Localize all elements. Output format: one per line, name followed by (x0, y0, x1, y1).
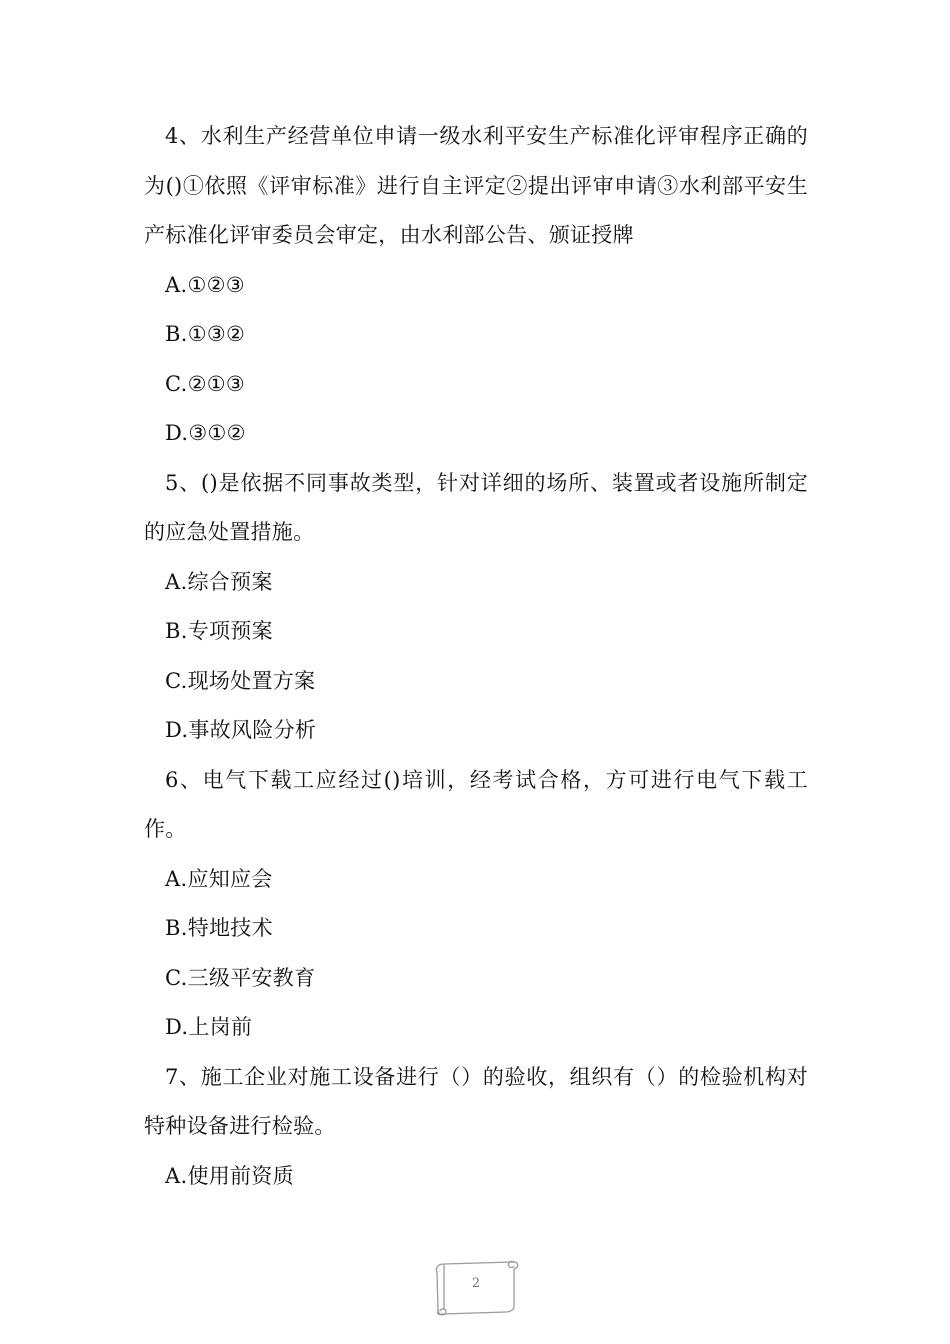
answer-option: A.综合预案 (165, 569, 273, 594)
question-stem: 7、施工企业对施工设备进行（）的验收，组织有（）的检验机构对特种设备进行检验。 (144, 1064, 808, 1138)
question-stem: 5、()是依据不同事故类型，针对详细的场所、装置或者设施所制定的应急处置措施。 (144, 470, 808, 544)
question-stem: 4、水利生产经营单位申请一级水利平安生产标准化评审程序正确的为()①依照《评审标准》进行自主评定②提出评审申请③水利部平安生产标准化评审委员会审定，由水利部公告、颁证授牌 (144, 124, 808, 247)
document-content (144, 112, 808, 1201)
answer-option: C.②①③ (165, 371, 245, 396)
question-block (144, 459, 808, 756)
answer-option: C.现场处置方案 (165, 668, 316, 693)
question-block (144, 112, 808, 459)
answer-option: D.事故风险分析 (165, 718, 317, 742)
answer-option: B.特地技术 (165, 916, 273, 940)
page-footer (430, 1254, 522, 1320)
answer-option: A.应知应会 (165, 866, 273, 891)
question-block (144, 756, 808, 1053)
answer-option: B.专项预案 (165, 619, 273, 643)
answer-option: C.三级平安教育 (165, 965, 316, 990)
answer-option: D.上岗前 (165, 1015, 253, 1039)
question-stem: 6、电气下载工应经过()培训，经考试合格，方可进行电气下载工作。 (144, 767, 808, 841)
question-block (144, 1053, 808, 1202)
answer-option: A.①②③ (165, 272, 245, 297)
answer-option: D.③①② (165, 421, 246, 445)
answer-option: A.使用前资质 (165, 1163, 294, 1188)
page-number: 2 (471, 1276, 481, 1291)
answer-option: B.①③② (165, 322, 246, 346)
